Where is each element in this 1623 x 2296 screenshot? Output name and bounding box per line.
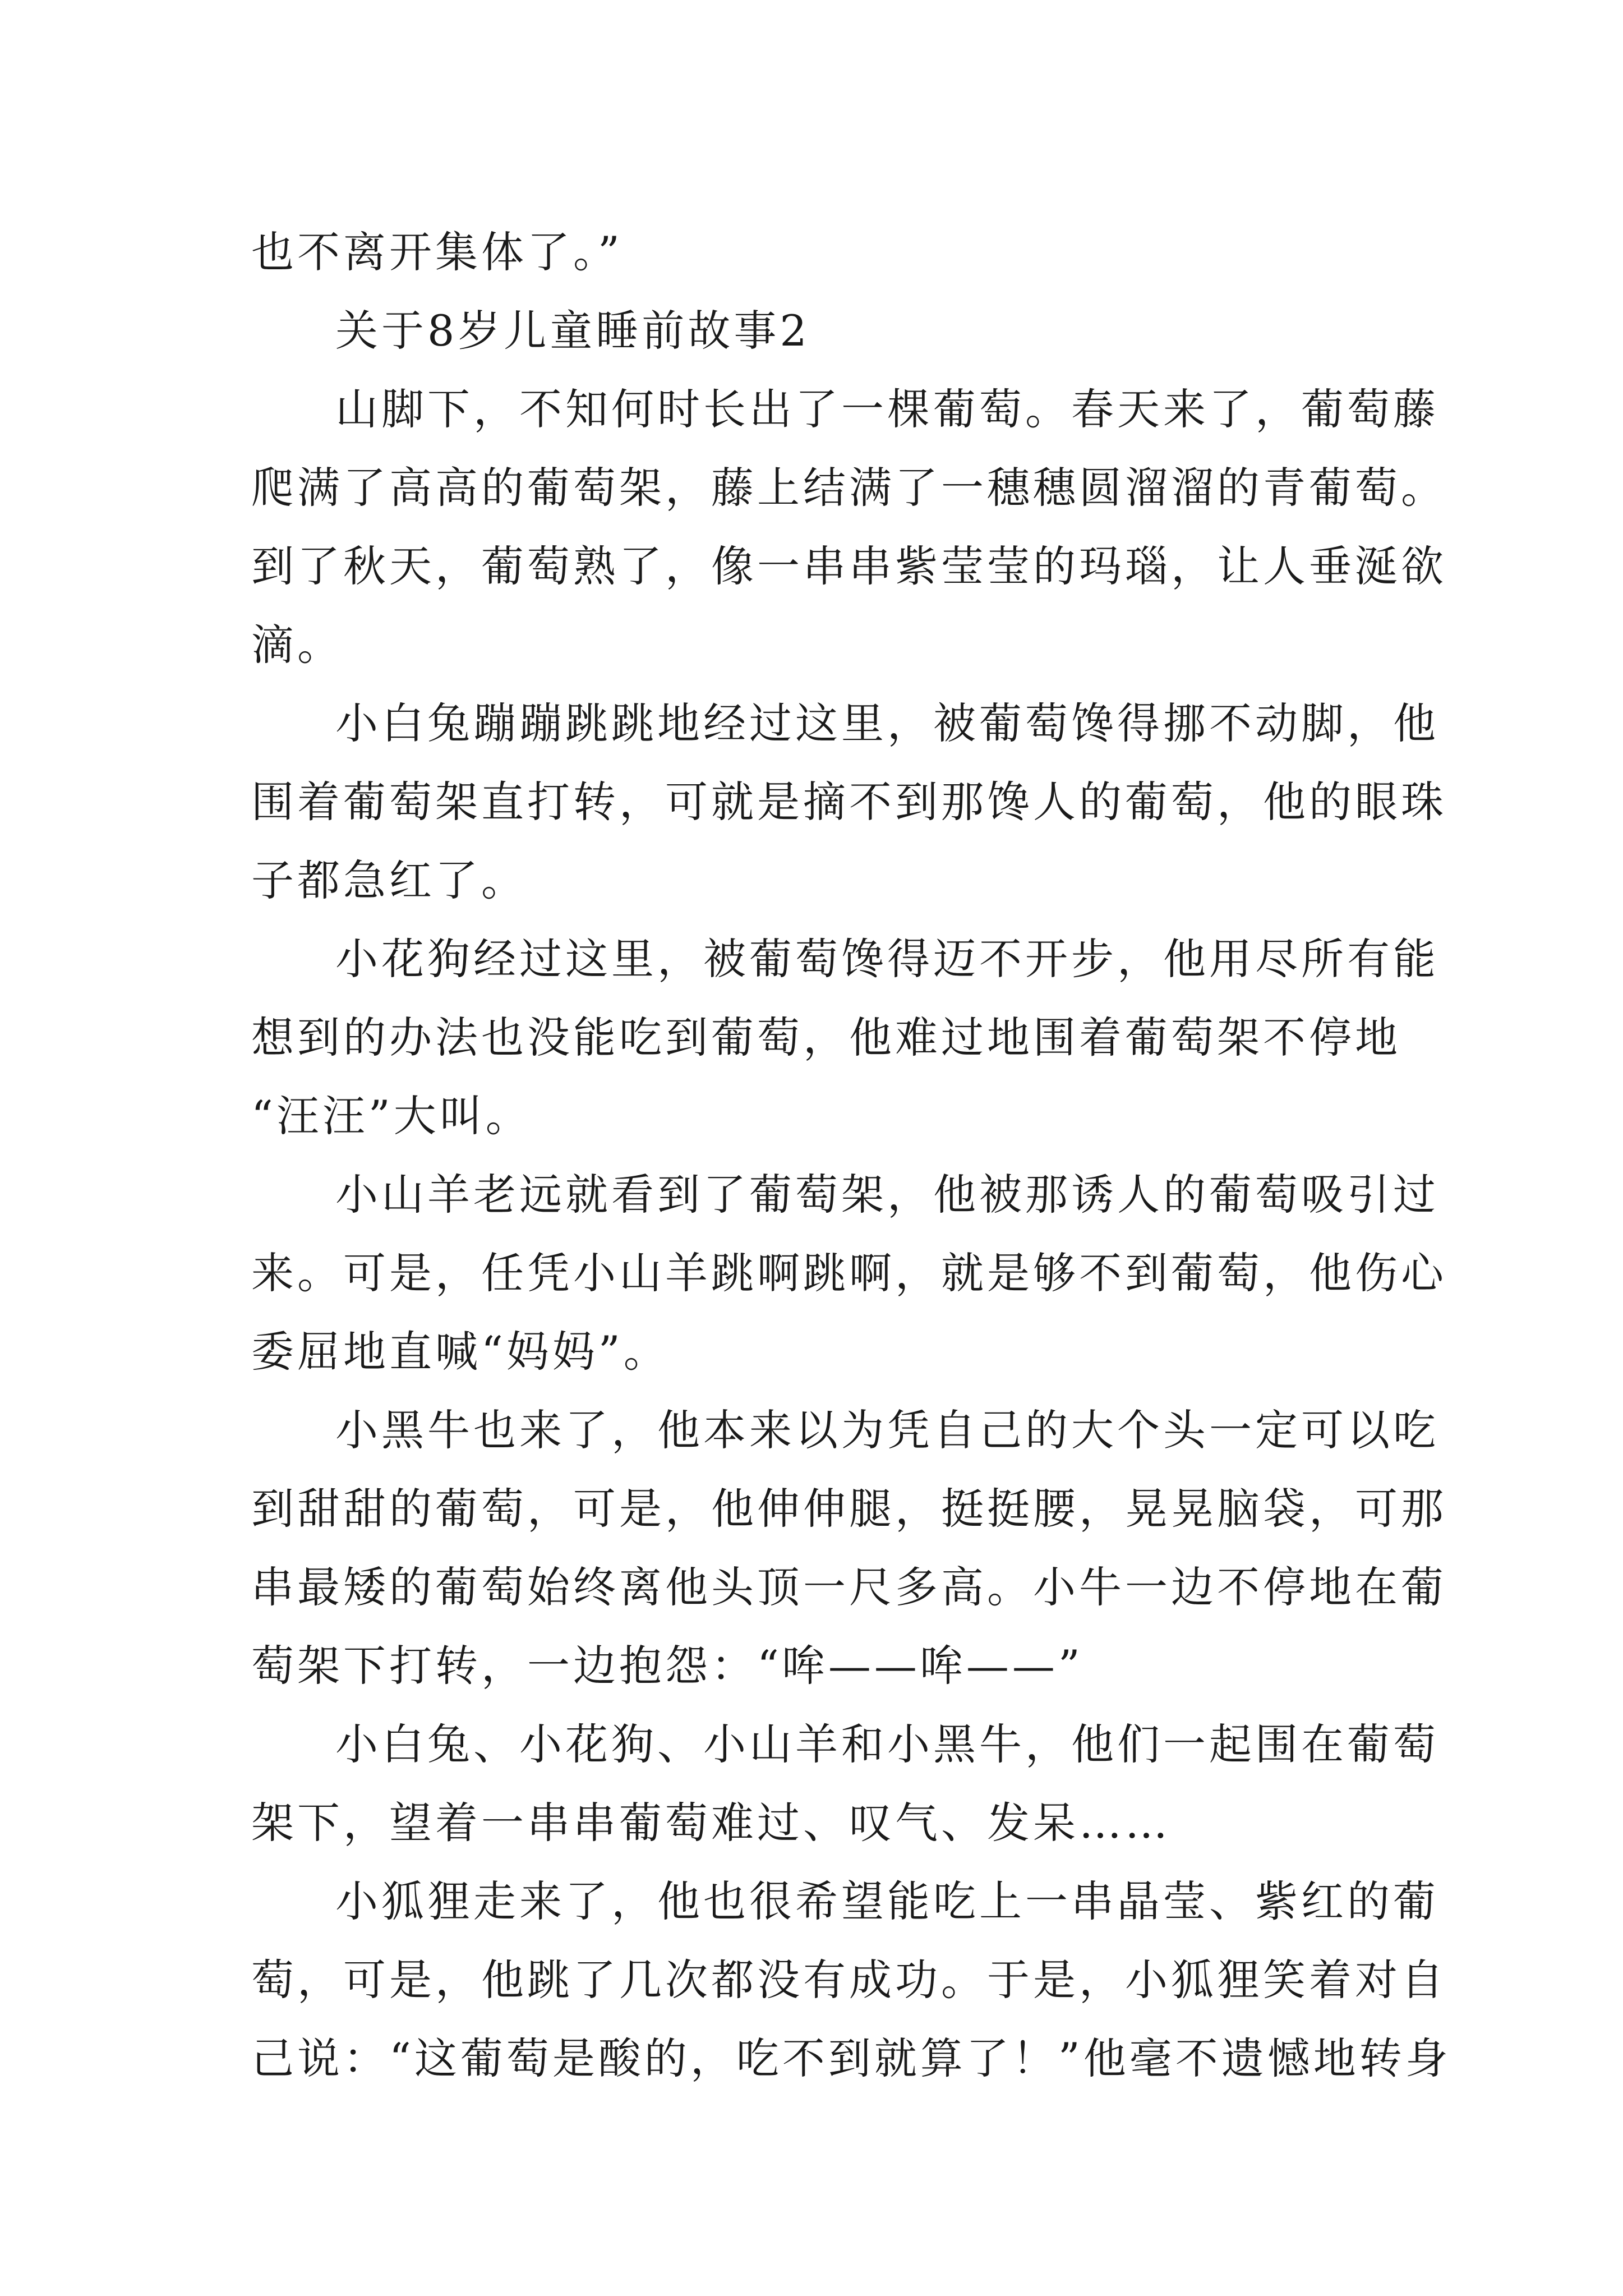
text-line: 也不离开集体了。” bbox=[251, 227, 623, 277]
text-line: 山脚下，不知何时长出了一棵葡萄。春天来了，葡萄藤 bbox=[335, 384, 1439, 434]
text-line: 滴。 bbox=[251, 620, 343, 670]
text-line: 想到的办法也没能吃到葡萄，他难过地围着葡萄架不停地 bbox=[251, 1013, 1401, 1062]
text-line: 来。可是，任凭小山羊跳啊跳啊，就是够不到葡萄，他伤心 bbox=[251, 1248, 1447, 1298]
text-line: 爬满了高高的葡萄架，藤上结满了一穗穗圆溜溜的青葡萄。 bbox=[251, 463, 1447, 513]
text-line: 到甜甜的葡萄，可是，他伸伸腿，挺挺腰，晃晃脑袋，可那 bbox=[251, 1484, 1447, 1534]
text-line: 委屈地直喊“妈妈”。 bbox=[251, 1327, 670, 1377]
text-line: 己说：“这葡萄是酸的，吃不到就算了！”他毫不遗憾地转身 bbox=[251, 2033, 1451, 2083]
text-line: 萄，可是，他跳了几次都没有成功。于是，小狐狸笑着对自 bbox=[251, 1955, 1447, 2005]
text-line: 到了秋天，葡萄熟了，像一串串紫莹莹的玛瑙，让人垂涎欲 bbox=[251, 541, 1447, 591]
text-line: 围着葡萄架直打转，可就是摘不到那馋人的葡萄，他的眼珠 bbox=[251, 777, 1447, 827]
section-heading: 关于8岁儿童睡前故事2 bbox=[335, 306, 810, 356]
text-line: 子都急红了。 bbox=[251, 855, 527, 905]
text-line: 萄架下打转，一边抱怨：“哞——哞——” bbox=[251, 1641, 1083, 1691]
text-line: “汪汪”大叫。 bbox=[251, 1091, 532, 1141]
document-body bbox=[251, 213, 1451, 2098]
text-line: 小白兔、小花狗、小山羊和小黑牛，他们一起围在葡萄 bbox=[335, 1719, 1439, 1769]
text-line: 小花狗经过这里，被葡萄馋得迈不开步，他用尽所有能 bbox=[335, 934, 1439, 984]
text-line: 架下，望着一串串葡萄难过、叹气、发呆…… bbox=[251, 1798, 1171, 1848]
text-line: 串最矮的葡萄始终离他头顶一尺多高。小牛一边不停地在葡 bbox=[251, 1562, 1447, 1612]
text-line: 小白兔蹦蹦跳跳地经过这里，被葡萄馋得挪不动脚，他 bbox=[335, 698, 1439, 748]
text-line: 小黑牛也来了，他本来以为凭自己的大个头一定可以吃 bbox=[335, 1405, 1439, 1455]
text-line: 小山羊老远就看到了葡萄架，他被那诱人的葡萄吸引过 bbox=[335, 1170, 1439, 1220]
text-line: 小狐狸走来了，他也很希望能吃上一串晶莹、紫红的葡 bbox=[335, 1876, 1439, 1926]
